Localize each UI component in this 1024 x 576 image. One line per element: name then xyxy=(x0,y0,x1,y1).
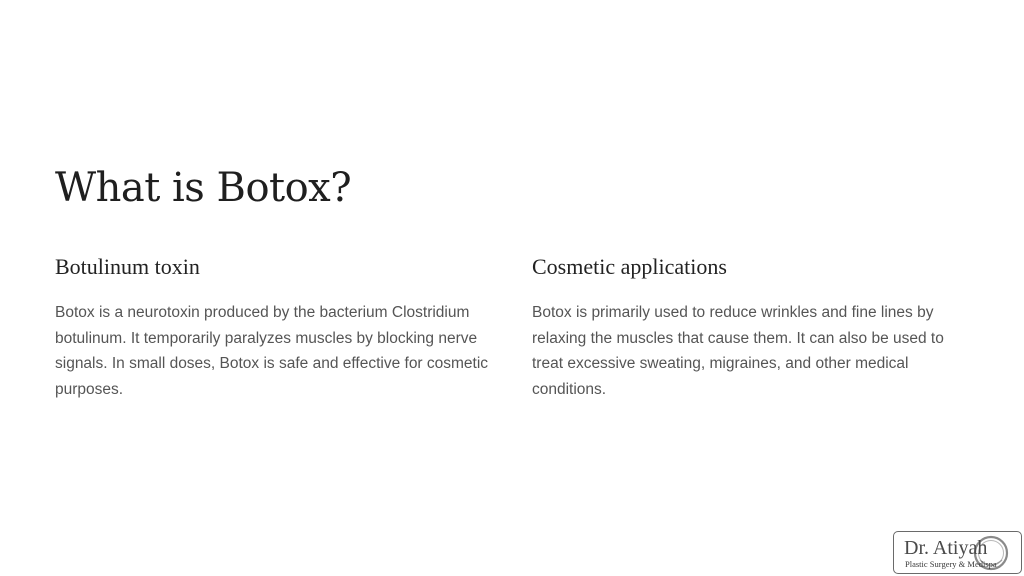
column-heading: Cosmetic applications xyxy=(532,254,727,279)
brand-logo xyxy=(893,531,1022,574)
column-body: Botox is primarily used to reduce wrinkles and fine lines by relaxing the muscles that cause them. It can also be used to treat excessive sweating, migraines, and other medical conditions. xyxy=(532,304,944,399)
column-cosmetic-applications xyxy=(532,254,972,403)
column-heading: Botulinum toxin xyxy=(55,254,200,279)
column-botulinum-toxin xyxy=(55,254,495,403)
logo-name: Dr. Atiyah xyxy=(904,537,988,559)
logo-tagline: Plastic Surgery & Medispa xyxy=(905,559,997,569)
column-body: Botox is a neurotoxin produced by the bacterium Clostridium botulinum. It temporarily paralyzes muscles by blocking nerve signals. In small doses, Botox is safe and effective for cosmetic purposes. xyxy=(55,304,489,399)
slide-title: What is Botox? xyxy=(55,165,352,211)
